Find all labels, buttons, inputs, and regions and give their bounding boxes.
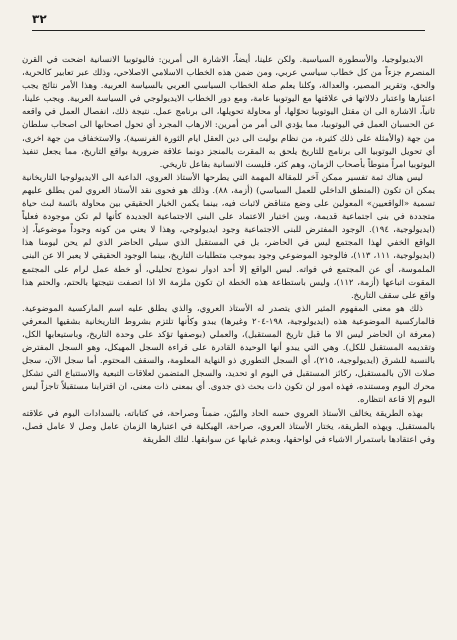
paragraph: بهذه الطريقة يخالف الأستاذ العروي حسه الحاد والبيّن، ضمناً وصراحة، في كتاباته، بالسدادات اليوم في علاقته بالمستقبل. ويهذه الطريقة، يختار الأستاذ العروي، صراحة، الهيكلية في اعتبارها الزمان عامل وصل لا عامل فصل، وفي اعتقادها باستمرار الاشياء في لواحقها، وبعدم غيابها عن سوابقها. لتلك الطريقة: [22, 408, 435, 445]
paragraph: ذلك هو معنى المفهوم المثير الذي يتصدر له الأستاذ العروي، والذي يطلق عليه اسم الماركسية الموضوعية. فالماركسية الموضوعية هذه (ايديولوجية، ١٩٨-٢٠٤ وغيرها) يبدو وكأنها تلتزم بشروط التاريخانية بشقيها المعرفي (معرفة ان الحاضر ليس الا ما قبل تاريخ المستقبل)، والعملي (بوصفها تؤكد على وحدة التاريخ، وباستيعابها الكل، وتقديمه المستقبل للكل). وهي التي يبدو أنها الوحيدة القادرة على قراءة السجل المهيكل، وهو السجل المفترض بالنسبة للشرق (ايديولوجية، ٢١٥)، أي السجل التطوري ذو النهاية المعلومة، والسقف المحتوم. أما سجل الآن، سجل صلات الآن بالمستقبل، ركائز المستقبل في اليوم او تحديد، والسجل المتضمن لعلاقات التبعية والاستتباع التي تشكل محرك اليوم ومستنده، فهذه امور لن تكون ذات بحث ذي جدوى. أي بمعنى ذات معنى، ان اقترابنا مستقبلاً تاجزاً ليس اليوم إلا قاعة انتظاره.: [22, 303, 435, 406]
paragraph: الايديولوجيا، والأسطورة السياسية. ولكن علينا، أيضاً، الاشارة الى أمرين: فاليوتوبيا الانسانية اضحت في القرن المنصرم جزءاً من كل خطاب سياسي عربي، ومن ضمن هذه الخطاب الاسلامي الاصلاحي، وذلك عبر تعابير كالحرية، والحق، وتقرير المصير، والعدالة، وكلنا يعلم صلة الخطاب السياسي العربي بالسياسة العربية. وهذا الأمر نتائج يجب اعتبارها واعتبار دلالاتها في علاقتها مع اليوتوبيا عامة، ومع دور الخطاب الايديولوجي في السياسة العربية. ويجب علينا، ثانياً، الاشارة الى ان مقتل اليوتوبيا تحوّلها، أو محاولة تحويلها، الى برنامج عمل. نتيجة ذلك، انفصال العمل في واقعه عن الحسبان العمل في اليوتوبيا، مما يؤدي الى أمر من أمرين: الارهاب المجرد أي تحول اصحابها الى اصحاب سلطان من جهة (والأمثلة على ذلك كثيرة، من نظام بوليت الى دين العقل ايام الثورة الفرنسية)، والاستخفاف من جهة اخرى، أي تحويل اليوتوبيا الى برنامج للتاريخ يلحق به المقرت بالمنجز دونما علاقة ضرورية بواقع التاريخ، مما يجعل تنفيذ اليوتوبيا امراً منوطاً بأصحاب الزمان، وهم كثر، فليست الانسانية بفاعل تاريخي.: [22, 55, 435, 170]
body-text: [22, 54, 435, 447]
page-number: ٣٢: [32, 12, 47, 26]
paragraph: ليس هناك ثمة تفسير ممكن آخر للمقالة المهمة التي يطرحها الأستاذ العروي، الداعية الى الايديولوجيا التاريخانية يمكن ان تكون (المنطق الداخلي للعمل السياسي) (أزمة، ٨٨). وذلك هو فحوى نقد الأستاذ العروي لمن يطلق عليهم تسمية «الواقعيين» المعولين على وضع متناقض لاثبات فيه، بينما يكمن الخيار الحقيقي بين محاولة بائسة لبث حياة متجددة في بنى اجتماعية قديمة، وبين اختيار الاعتماد على البنى الاجتماعية الجديدة كأنها لم تكن موجودة فعلياً (ايديولوجية، ١٩٤). الوجود المفترض للبنى الاجتماعية وجود ايديولوجي، وهذا لا يعني من كونه وجوداً موضوعياً، إذ الواقع الخفي لهذا المجتمع ليس في الحاضر، بل في المستقبل الذي سيلي الحاضر الذي لم يحن ليومنا هذا (ايديولوجية، ١١١، ١١٣)، فالوجود الموضوعي وجود بموجب متطلبات التاريخ، بينما الوجود الحقيقي لا يعبر الا عن البنى الملموسة، أي عن المجتمع في فواته. ليس الواقع إلا أحد ادوار نموذج تحليلي، أو خطة عمل لرام على المجتمع المقوت اتباعها (أزمة، ١١٢)، وليس باستطاعة هذه الخطة ان تكون ملزمة الا اذا اتصفت نتيجتها بالحتم، والحتم هذا واقع على سقف التاريخ.: [22, 172, 435, 301]
page-header: [22, 0, 435, 36]
header-rule: [32, 30, 425, 31]
